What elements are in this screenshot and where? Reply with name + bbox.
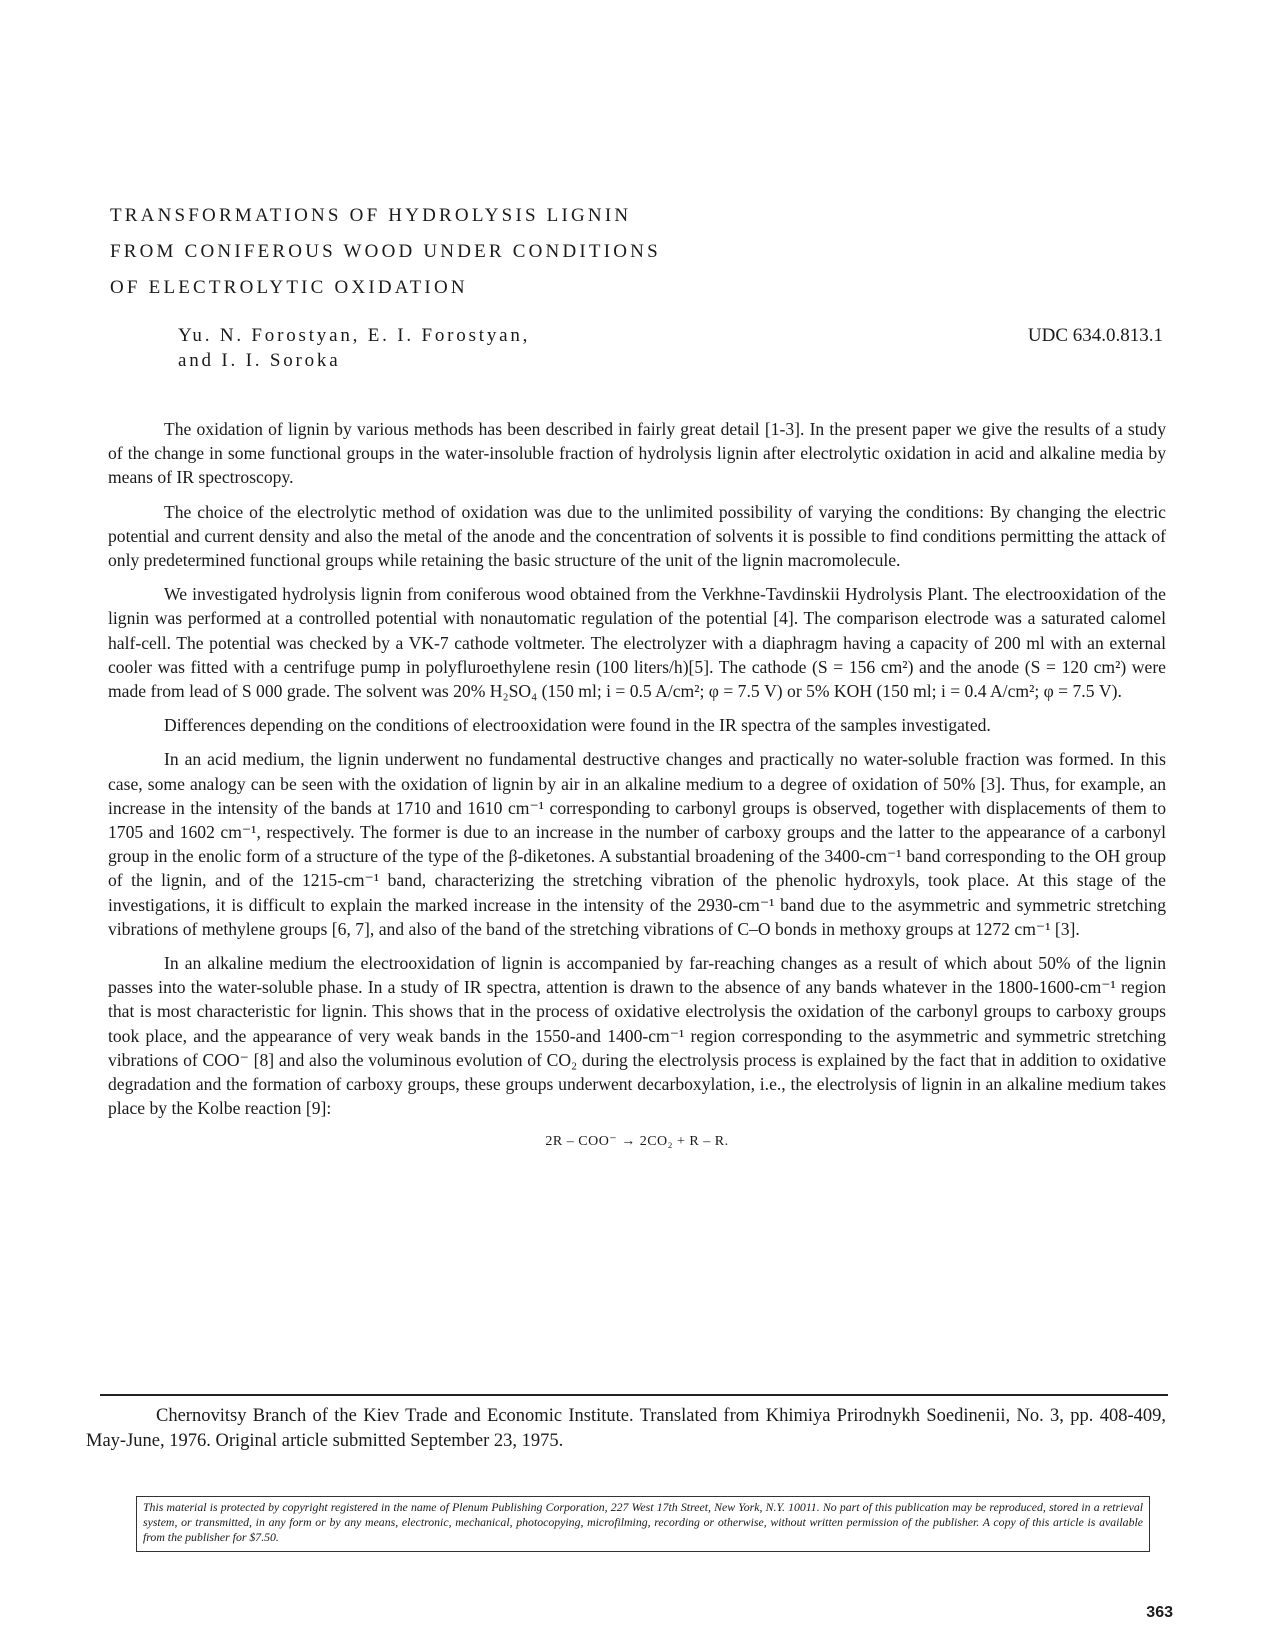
article-body <box>108 417 1166 1155</box>
udc-code: UDC 634.0.813.1 <box>1027 325 1163 346</box>
affiliation-footnote <box>86 1404 1166 1454</box>
paragraph-3: We investigated hydrolysis lignin from coniferous wood obtained from the Verkhne-Tavdinskii Hydrolysis Plant. The electrooxidation of the lignin was performed at a controlled potential with nonautomatic regulation of the potential [4]. The comparison electrode was a saturated calomel half-cell. The potential was checked by a VK-7 cathode voltmeter. The electrolyzer with a diaphragm having a capacity of 200 ml with an external cooler was fitted with a centrifuge pump in polyfluroethylene resin (100 liters/h)[5]. The cathode (S = 156 cm²) and the anode (S = 120 cm²) were made from lead of S 000 grade. The solvent was 20% H₂SO₄ (150 ml; i = 0.5 A/cm²; φ = 7.5 V) or 5% KOH (150 ml; i = 0.4 A/cm²; φ = 7.5 V). <box>108 584 1166 702</box>
paragraph-6: In an alkaline medium the electrooxidation of lignin is accompanied by far-reaching changes as a result of which about 50% of the lignin passes into the water-soluble phase. In a study of IR spectra, attention is drawn to the absence of any bands whatever in the 1800-1600-cm⁻¹ region that is most characteristic for lignin. This shows that in the process of oxidative electrolysis the oxidation of the carbonyl groups to carboxy groups took place, and the appearance of very weak bands in the 1550-and 1400-cm⁻¹ region corresponding to the asymmetric and symmetric stretching vibrations of COO⁻ [8] and also the voluminous evolution of CO₂ during the electrolysis process is explained by the fact that in addition to oxidative degradation and the formation of carboxy groups, these groups underwent decarboxylation, i.e., the electrolysis of lignin in an alkaline medium takes place by the Kolbe reaction [9]: <box>108 953 1166 1119</box>
title-line-2: FROM CONIFEROUS WOOD UNDER CONDITIONS <box>110 241 661 262</box>
title-line-1: TRANSFORMATIONS OF HYDROLYSIS LIGNIN <box>110 205 632 226</box>
paragraph-2: The choice of the electrolytic method of oxidation was due to the unlimited possibility of varying the conditions: By changing the electric potential and current density and also the metal of the anode and the concentration of solvents it is possible to find conditions permitting the attack of only predetermined functional groups while retaining the basic structure of the unit of the lignin macromolecule. <box>108 501 1166 571</box>
kolbe-equation: 2R – COO⁻ → 2CO₂ + R – R. <box>545 1134 729 1150</box>
article-title <box>110 198 870 306</box>
paragraph-1: The oxidation of lignin by various methods has been described in fairly great detail [1-3]. In the present paper we give the results of a study of the change in some functional groups in the water-insoluble fraction of hydrolysis lignin after electrolytic oxidation in acid and alkaline media by means of IR spectroscopy. <box>108 419 1166 488</box>
affiliation-text: Chernovitsy Branch of the Kiev Trade and Economic Institute. Translated from Khimiya Prirodnykh Soedinenii, No. 3, pp. 408-409, May-June, 1976. Original article submitted September 23, 1975. <box>86 1406 1166 1451</box>
paragraph-5: In an acid medium, the lignin underwent no fundamental destructive changes and practically no water-soluble fraction was formed. In this case, some analogy can be seen with the oxidation of lignin by air in an alkaline medium to a degree of oxidation of 50% [3]. Thus, for example, an increase in the intensity of the bands at 1710 and 1610 cm⁻¹ corresponding to carbonyl groups is observed, together with displacements of them to 1705 and 1602 cm⁻¹, respectively. The former is due to an increase in the number of carboxy groups and the latter to the appearance of a carbonyl group in the enolic form of a structure of the type of the β-diketones. A substantial broadening of the 3400-cm⁻¹ band corresponding to the OH group of the lignin, and of the 1215-cm⁻¹ band, characterizing the stretching vibration of the phenolic hydroxyls, took place. At this stage of the investigations, it is difficult to explain the marked increase in the intensity of the 2930-cm⁻¹ band due to the asymmetric and symmetric stretching vibrations of methylene groups [6, 7], and also of the band of the stretching vibrations of C–O bonds in methoxy groups at 1272 cm⁻¹ [3]. <box>108 749 1166 939</box>
footnote-rule <box>100 1394 1168 1396</box>
paragraph-4: Differences depending on the conditions of electrooxidation were found in the IR spectra of the samples investigated. <box>164 715 991 736</box>
authors <box>178 323 530 373</box>
title-line-3: OF ELECTROLYTIC OXIDATION <box>110 277 468 298</box>
authors-line-2: and I. I. Soroka <box>178 350 341 371</box>
authors-line-1: Yu. N. Forostyan, E. I. Forostyan, <box>178 325 531 346</box>
copyright-notice: This material is protected by copyright registered in the name of Plenum Publishing Corporation, 227 West 17th Street, New York, N.Y. 10011. No part of this publication may be reproduced, stored in a retrieval system, or transmitted, in any form or by any means, electronic, mechanical, photocopying, microfilming, recording or otherwise, without written permission of the publisher. A copy of this article is available from the publisher for $7.50. <box>136 1496 1150 1552</box>
page-number: 363 <box>1146 1604 1173 1621</box>
